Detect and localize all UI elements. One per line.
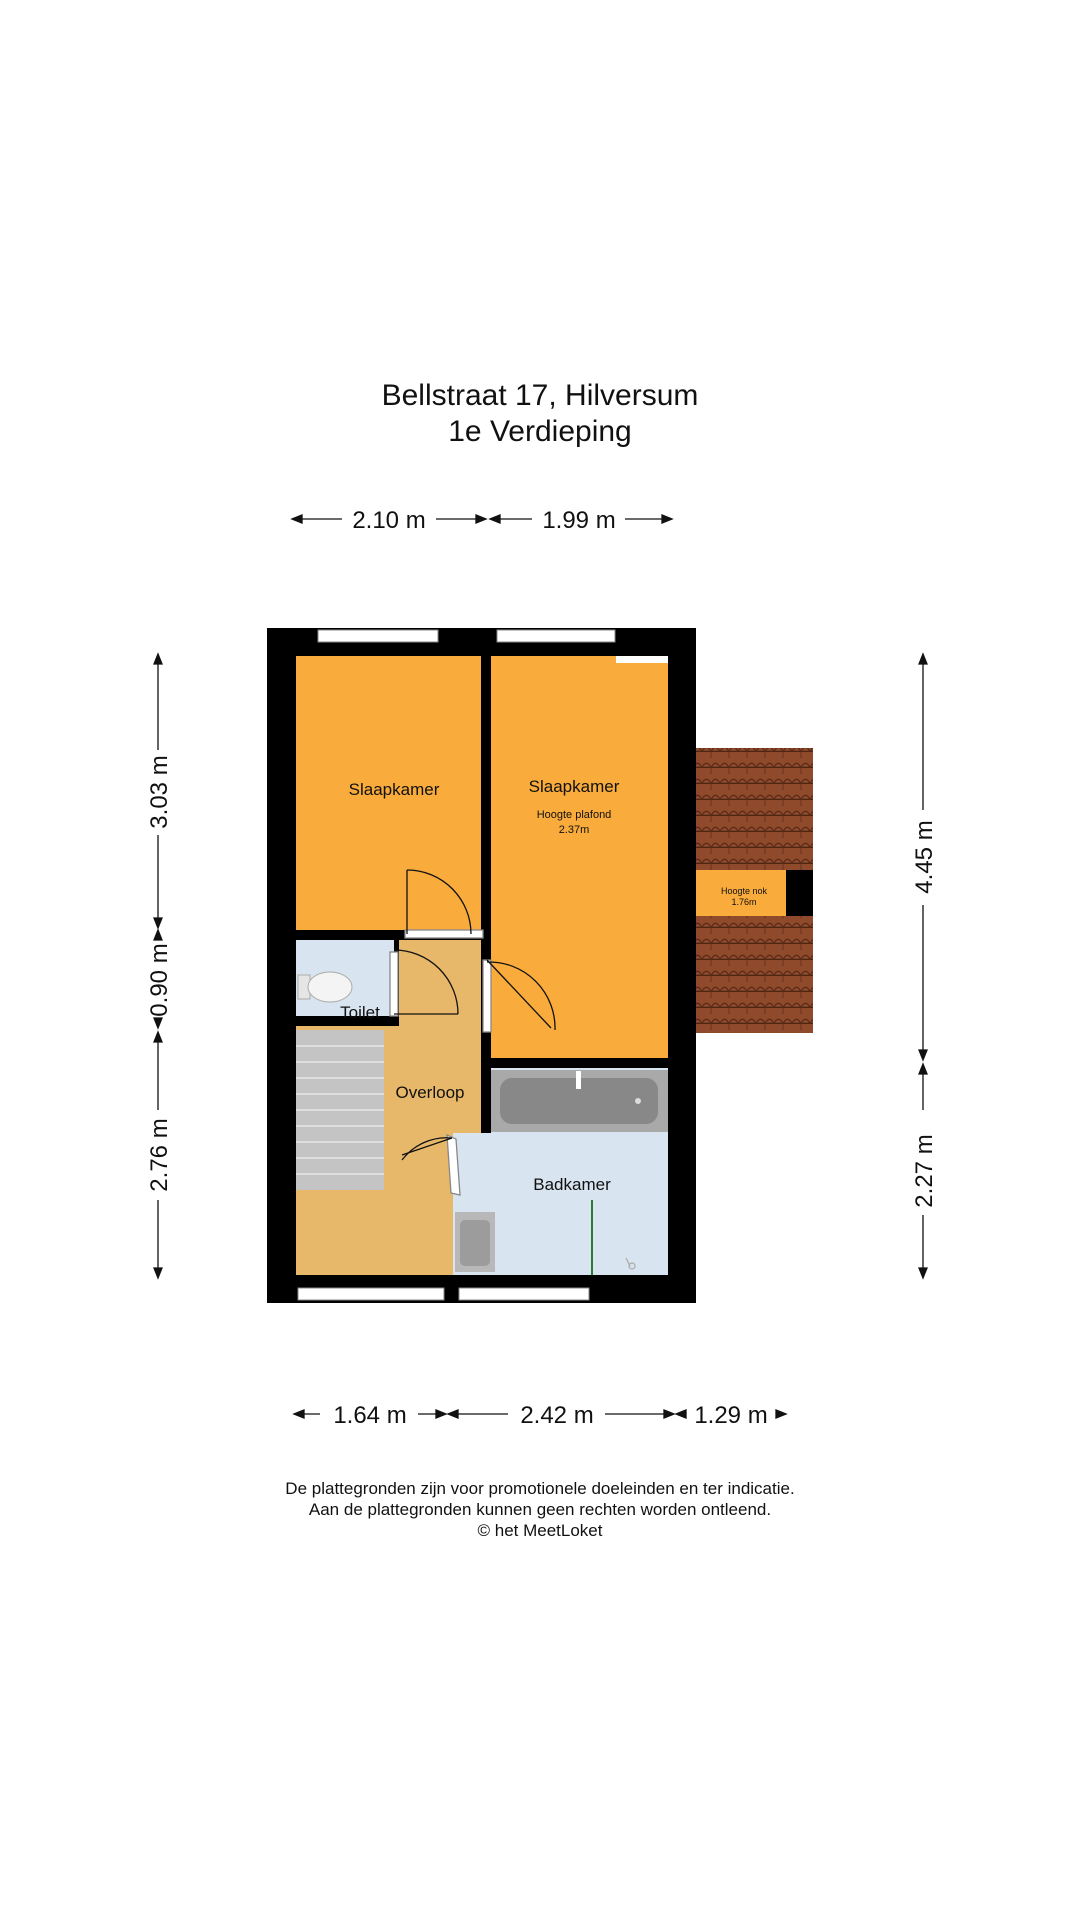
disclaimer — [0, 1478, 1080, 1541]
dim-right-2: 2.27 m — [911, 1134, 938, 1208]
bedroom-right — [491, 656, 668, 1058]
disclaimer-copyright: © het MeetLoket — [477, 1521, 603, 1540]
disclaimer-line-1: De plattegronden zijn voor promotionele doeleinden en ter indicatie. — [285, 1479, 795, 1498]
disclaimer-line-2: Aan de plattegronden kunnen geen rechten worden ontleend. — [308, 1500, 772, 1519]
dim-bottom-3: 1.29 m — [694, 1402, 768, 1429]
toilet-bowl — [298, 972, 352, 1002]
label-landing: Overloop — [395, 1083, 465, 1102]
landing-corridor — [399, 940, 481, 1026]
label-ridge-height: Hoogte nok — [720, 886, 768, 896]
staircase — [296, 1030, 384, 1190]
plan-floor-title: 1e Verdieping — [448, 415, 632, 448]
dim-top-1: 2.10 m — [352, 507, 426, 534]
dim-left-3: 2.76 m — [146, 1118, 173, 1192]
dim-left-2: 0.90 m — [146, 943, 173, 1017]
label-bathroom: Badkamer — [533, 1175, 611, 1194]
value-ridge-height: 1.76m — [731, 897, 757, 907]
plan-address-title: Bellstraat 17, Hilversum — [381, 379, 699, 412]
dim-top-2: 1.99 m — [542, 507, 616, 534]
sink — [455, 1212, 495, 1272]
label-ceiling-height: Hoogte plafond — [536, 809, 612, 821]
value-ceiling-height: 2.37m — [558, 824, 590, 836]
label-toilet: Toilet — [340, 1003, 380, 1022]
dim-right-1: 4.45 m — [911, 820, 938, 894]
bathtub — [491, 1070, 668, 1132]
dim-left-1: 3.03 m — [146, 755, 173, 829]
dim-bottom-1: 1.64 m — [333, 1402, 407, 1429]
label-bedroom-right: Slaapkamer — [528, 777, 620, 796]
dim-bottom-2: 2.42 m — [520, 1402, 594, 1429]
wall-recess — [616, 656, 668, 663]
label-bedroom-left: Slaapkamer — [348, 780, 440, 799]
